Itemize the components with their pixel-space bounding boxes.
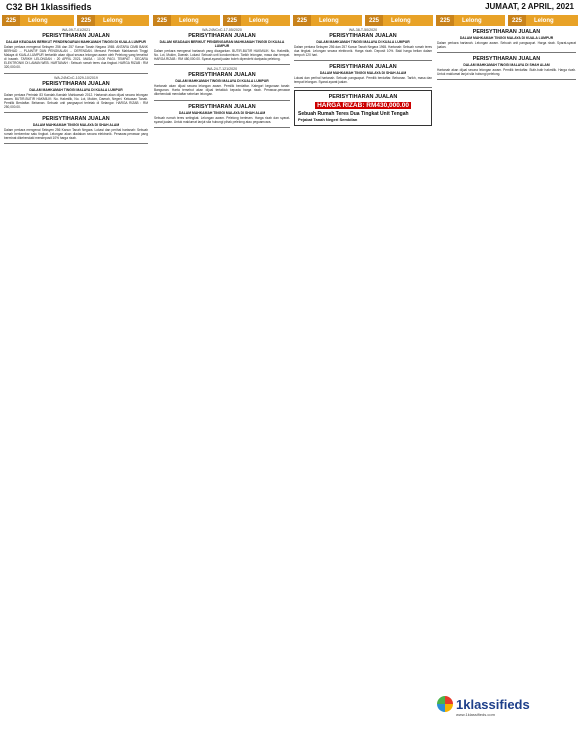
- page-date: JUMAAT, 2 APRIL, 2021: [485, 2, 574, 11]
- section-label: C32 BH 1klassifieds: [6, 2, 92, 12]
- category-header: 225 Lelong: [365, 15, 433, 26]
- auction-notice: WA-24-T-121/2020 PERISYTIHARAN JUALAN DALAM MAHKAMAH TINGGI MALAYA DI KUALA LUMPUR Hartanah akan dijual secara lelongan awam. Pemilik berdaftar. Kategori kegunaan tanah: Bangunan. Harta tersebut akan dijual tertakluk kepada harga rizab. Penawar-penawar dikehendaki mendaftar sebelum lelongan.: [154, 65, 290, 100]
- column-3: [294, 26, 432, 716]
- column-1: [4, 26, 148, 716]
- auction-notice: WA-38-T-50/2020 PERISYTIHARAN JUALAN DALAM MAHKAMAH TINGGI MALAYA DI KUALA LUMPUR Dalam perkara Seksyen 256 dan 257 Kanun Tanah Negara 1965. Hartanah: Sebuah rumah teres dua tingkat. Lelongan secara elektronik. Harga rizab. Deposit 10%. Baki harga belian dalam tempoh 120 hari.: [294, 26, 432, 61]
- auction-notice: PERISYTIHARAN JUALAN DALAM MAHKAMAH TINGGI MALAYA DI KUALA LUMPUR Dalam perkara hartanah. Lelongan awam. Sebuah unit pangsapuri. Harga rizab. Syarat-syarat jualan.: [437, 26, 576, 53]
- logo-icon: [437, 696, 453, 712]
- column-2: [154, 26, 290, 716]
- page-header: [0, 0, 580, 14]
- category-header: 225 Lelong: [153, 15, 220, 26]
- auction-notice: WA-24NCvC-17-05/2020 PERISYTIHARAN JUALAN DALAM KEADAAN BERIKUT PENDENGARAN MAHKAMAH TINGGI DI KUALA LUMPUR Dalam perkara mengenai hartanah yang dicagarkan. BUTIR-BUTIR HAKMILIK: No. Hakmilik, No. Lot, Mukim, Daerah. Lokasi: Sebuah unit kondominium. Tarikh lelongan, masa dan tempat. HARGA RIZAB : RM 480,000.00. Syarat-syarat jualan boleh diperolehi daripada pelelong.: [154, 26, 290, 65]
- auction-notice: WA-24NCvC-1029-10/2019 PERISYTIHARAN JUALAN DALAM MAHKAMAH TINGGI MALAYA DI KUALA LUMPUR Dalam perkara Perintah 83 Kaedah-Kaedah Mahkamah 2012. Hartanah akan dijual secara lelongan awam. BUTIR-BUTIR HAKMILIK: No. Hakmilik, No. Lot, Mukim, Daerah, Negeri. Keluasan Tanah. Pemilik Berdaftar. Bebanan. Sebuah unit pangsapuri terletak di Selangor. HARGA RIZAB : RM 250,000.00.: [4, 74, 148, 113]
- auction-notice: PERISYTIHARAN JUALAN DALAM MAHKAMAH TINGGI MALAYA DI SHAH ALAM Lokasi dan perihal hartanah. Sebuah pangsapuri. Pemilik berdaftar. Bebanan. Tarikh, masa dan tempat lelongan. Syarat-syarat jualan.: [294, 61, 432, 88]
- column-4: [437, 26, 576, 676]
- category-header: 225 Lelong: [77, 15, 149, 26]
- category-header: 225 Lelong: [2, 15, 74, 26]
- auction-notice: PERISYTIHARAN JUALAN DALAM MAHKAMAH TINGGI MALAYA DI SHAH ALAM Dalam perkara mengenai Seksyen 256 Kanun Tanah Negara. Lokasi dan perihal hartanah: Sebuah rumah berkembar satu tingkat. Lelongan akan diadakan secara elektronik. Penawar-penawar yang berminat dikehendaki mendeposit 10% harga rizab.: [4, 113, 148, 144]
- category-header: 225 Lelong: [508, 15, 578, 26]
- featured-auction-notice: PERISYTIHARAN JUALAN HARGA RIZAB: RM430,000.00 Sebuah Rumah Teres Dua Tingkat Unit Tengah Pejabat Tanah Negeri Sembilan: [294, 90, 432, 126]
- reserve-price: HARGA RIZAB: RM430,000.00: [317, 102, 409, 110]
- category-header: 225 Lelong: [293, 15, 362, 26]
- auction-notice: PERISYTIHARAN JUALAN DALAM MAHKAMAH TINGGI MALAYA DI SHAH ALAM Hartanah akan dijual secara lelongan awam. Pemilik berdaftar. Butir-butir hakmilik. Harga rizab. Untuk maklumat lanjut sila hubungi pelelong.: [437, 53, 576, 80]
- auction-notice: WA-09-T-01/2021 PERISYTIHARAN JUALAN DALAM KEADAAN BERIKUT PENDENGARAN MAHKAMAH TINGGI DI KUALA LUMPUR Dalam perkara mengenai Seksyen 256 dan 257 Kanun Tanah Negara 1965. ANTARA CIMB BANK BERHAD ... PLAINTIF DAN PENGKALAN ... DEFENDAN. Menurut Perintah Mahkamah Tinggi Malaya di KUALA LUMPUR bertarikh akan dijual secara lelongan awam oleh Pelelong yang tersebut di bawah. TARIKH LELONGAN : 20 APRIL 2021. MASA : 10.00 PAGI. TEMPAT : SECARA ELEKTRONIK DI LAMAN WEB. HARTANAH : Sebuah rumah teres dua tingkat. HARGA RIZAB : RM 320,000.00.: [4, 26, 148, 74]
- 1klassifieds-logo: 1klassifieds www.1klassifieds.com: [437, 688, 562, 718]
- category-header: 225 Lelong: [223, 15, 290, 26]
- category-header: 225 Lelong: [436, 15, 505, 26]
- auction-notice: PERISYTIHARAN JUALAN DALAM MAHKAMAH TINGGI MALAYA DI SHAH ALAM Sebuah rumah teres setingkat. Lelongan awam. Pelelong berlesen. Harga rizab dan syarat-syarat jualan. Untuk maklumat lanjut sila hubungi pihak pelelong atau peguamcara.: [154, 101, 290, 128]
